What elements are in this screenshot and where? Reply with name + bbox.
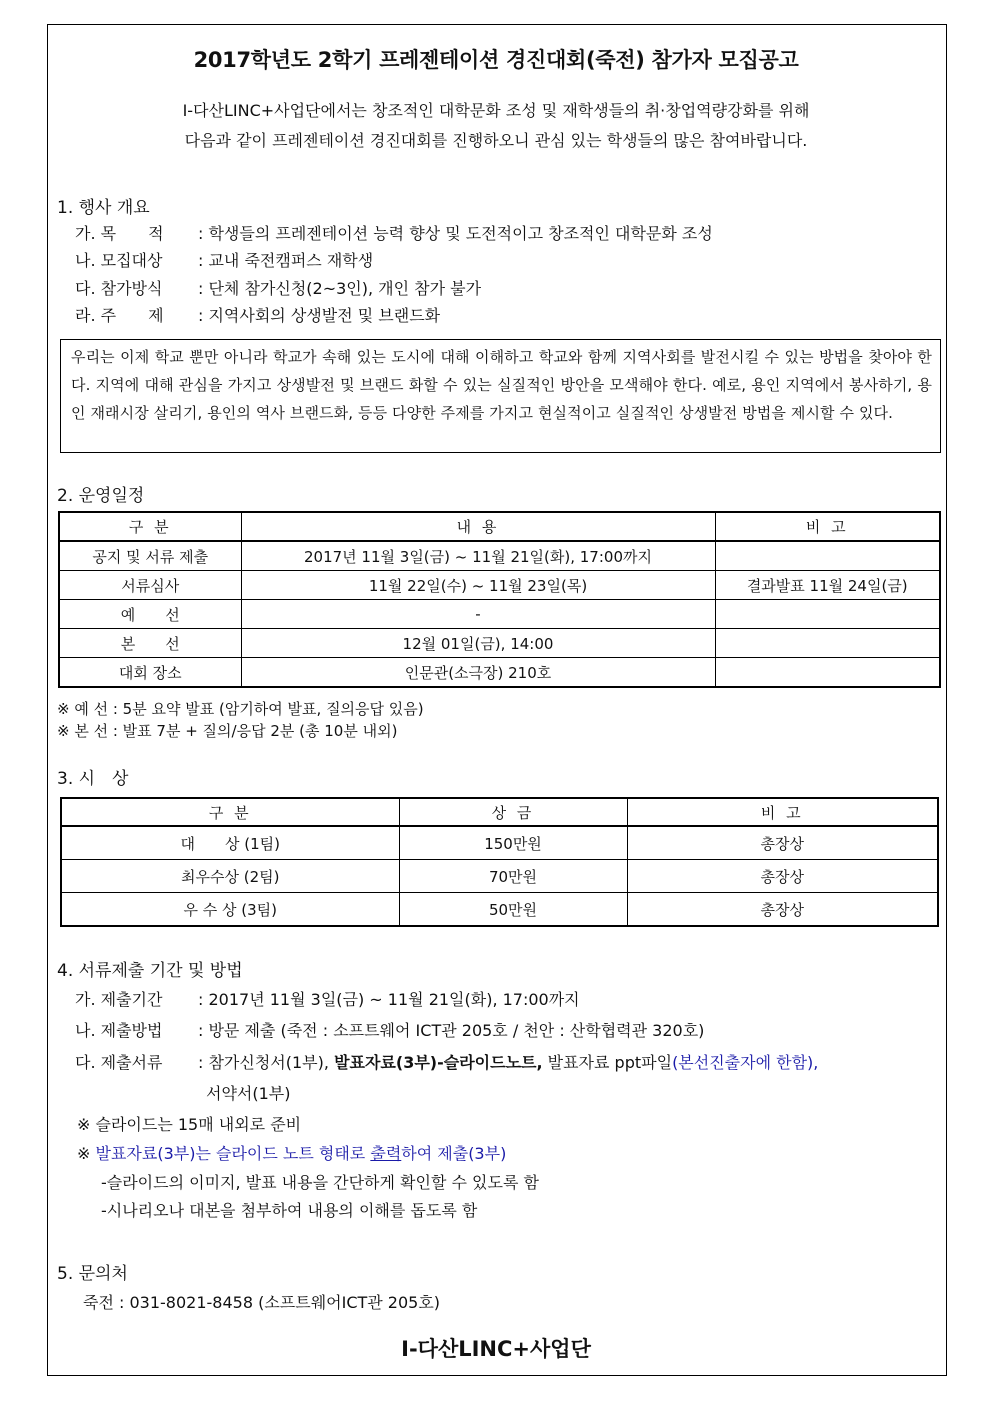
overview-label: 나. 모집대상: [75, 251, 163, 270]
table-cell: 70만원: [399, 860, 627, 893]
print-subnote-2: -시나리오나 대본을 첨부하여 내용의 이해를 돕도록 함: [101, 1201, 478, 1220]
table-header: 비 고: [715, 512, 940, 541]
submit-period: [75, 987, 580, 1010]
table-row: [61, 826, 938, 860]
overview-item-target: [75, 248, 373, 271]
table-cell: [715, 629, 940, 658]
table-cell: 대회 장소: [59, 658, 241, 688]
submit-method: [75, 1018, 704, 1041]
table-header-row: [59, 512, 940, 541]
awards-table: [60, 797, 939, 927]
submit-value: 발표자료 ppt파일: [542, 1053, 673, 1072]
table-row: [61, 893, 938, 927]
print-note-mark: ※: [77, 1144, 96, 1163]
table-cell: 인문관(소극장) 210호: [241, 658, 715, 688]
contact-info: 죽전 : 031-8021-8458 (소프트웨어ICT관 205호): [83, 1293, 441, 1312]
table-cell: [715, 541, 940, 571]
overview-value: : 교내 죽전캠퍼스 재학생: [198, 251, 374, 270]
section1-heading: 1. 행사 개요: [57, 198, 150, 218]
table-cell: 150만원: [399, 826, 627, 860]
table-row: [59, 541, 940, 571]
print-note-text: 하여 제출(3부): [401, 1144, 507, 1163]
overview-value: : 단체 참가신청(2~3인), 개인 참가 불가: [198, 279, 482, 298]
theme-description-box: 우리는 이제 학교 뿐만 아니라 학교가 속해 있는 도시에 대해 이해하고 학교와 함께 지역사회를 발전시킬 수 있는 방법을 찾아야 한다. 지역에 대해 관심을 가지고 상생발전 및 브랜드 화할 수 있는 실질적인 방안을 모색해야 한다. 예로, 용인 지역에서 봉사하기, 용인 재래시장 살리기, 용인의 역사 브랜드화, 등등 다양한 주제를 가지고 현실적이고 실질적인 상생발전 방법을 제시할 수 있다.: [60, 339, 941, 453]
print-note: [77, 1141, 506, 1164]
table-cell: [715, 600, 940, 629]
table-cell: -: [241, 600, 715, 629]
section5-heading: 5. 문의처: [57, 1264, 128, 1284]
intro-line-1: I-다산LINC+사업단에서는 창조적인 대학문화 조성 및 재학생들의 취·창업역량강화를 위해: [182, 101, 810, 120]
table-cell: 12월 01일(금), 14:00: [241, 629, 715, 658]
overview-item-method: [75, 276, 481, 299]
table-cell: 공지 및 서류 제출: [59, 541, 241, 571]
table-cell: 결과발표 11월 24일(금): [715, 571, 940, 600]
table-cell: 50만원: [399, 893, 627, 927]
intro-line-2: 다음과 같이 프레젠테이션 경진대회를 진행하오니 관심 있는 학생들의 많은 참여바랍니다.: [184, 131, 808, 150]
table-cell: 총장상: [627, 893, 938, 927]
table-cell: 최우수상 (2팀): [61, 860, 399, 893]
table-header: 구 분: [59, 512, 241, 541]
overview-value: : 지역사회의 상생발전 및 브랜드화: [198, 306, 441, 325]
overview-item-theme: [75, 303, 440, 326]
overview-item-purpose: [75, 221, 713, 244]
overview-label: 가. 목 적: [75, 224, 164, 243]
table-cell: 총장상: [627, 826, 938, 860]
print-note-underline: 출력: [370, 1144, 402, 1163]
table-row: [59, 629, 940, 658]
schedule-note-prelim: ※ 예 선 : 5분 요약 발표 (암기하여 발표, 질의응답 있음): [57, 700, 424, 718]
print-subnote-1: -슬라이드의 이미지, 발표 내용을 간단하게 확인할 수 있도록 함: [101, 1173, 539, 1192]
organization-name: I-다산LINC+사업단: [401, 1337, 591, 1361]
submit-label: 가. 제출기간: [75, 990, 163, 1009]
overview-label: 다. 참가방식: [75, 279, 163, 298]
schedule-table: [58, 511, 941, 688]
submit-label: 나. 제출방법: [75, 1021, 163, 1040]
section3-heading: 3. 시 상: [57, 769, 129, 789]
table-header: 구 분: [61, 798, 399, 826]
table-cell: 11월 22일(수) ~ 11월 23일(목): [241, 571, 715, 600]
table-cell: 2017년 11월 3일(금) ~ 11월 21일(화), 17:00까지: [241, 541, 715, 571]
section4-heading: 4. 서류제출 기간 및 방법: [57, 961, 243, 981]
submit-value: : 참가신청서(1부),: [198, 1053, 335, 1072]
table-cell: 우 수 상 (3팀): [61, 893, 399, 927]
table-header-row: [61, 798, 938, 826]
submit-documents-cont: 서약서(1부): [206, 1084, 291, 1103]
table-header: 비 고: [627, 798, 938, 826]
submit-value-highlight: (본선진출자에 한함),: [672, 1053, 819, 1072]
print-note-text: 발표자료(3부)는 슬라이드 노트 형태로: [95, 1144, 371, 1163]
table-row: [61, 860, 938, 893]
table-cell: 서류심사: [59, 571, 241, 600]
submit-value-emphasis: 발표자료(3부)-슬라이드노트,: [334, 1053, 543, 1072]
table-cell: 본 선: [59, 629, 241, 658]
table-cell: 예 선: [59, 600, 241, 629]
schedule-note-final: ※ 본 선 : 발표 7분 + 질의/응답 2분 (총 10분 내외): [57, 722, 398, 740]
table-header: 상 금: [399, 798, 627, 826]
page-title: 2017학년도 2학기 프레젠테이션 경진대회(죽전) 참가자 모집공고: [193, 48, 799, 72]
table-row: [59, 658, 940, 688]
table-row: [59, 600, 940, 629]
submit-value: : 방문 제출 (죽전 : 소프트웨어 ICT관 205호 / 천안 : 산학협력관 320호): [198, 1021, 705, 1040]
table-header: 내 용: [241, 512, 715, 541]
overview-value: : 학생들의 프레젠테이션 능력 향상 및 도전적이고 창조적인 대학문화 조성: [198, 224, 713, 243]
submit-label: 다. 제출서류: [75, 1053, 163, 1072]
table-cell: [715, 658, 940, 688]
table-row: [59, 571, 940, 600]
submit-value: : 2017년 11월 3일(금) ~ 11월 21일(화), 17:00까지: [198, 990, 580, 1009]
table-cell: 대 상 (1팀): [61, 826, 399, 860]
submit-documents: [75, 1050, 818, 1073]
overview-label: 라. 주 제: [75, 306, 164, 325]
slide-note: ※ 슬라이드는 15매 내외로 준비: [77, 1115, 302, 1134]
table-cell: 총장상: [627, 860, 938, 893]
section2-heading: 2. 운영일정: [57, 486, 145, 506]
